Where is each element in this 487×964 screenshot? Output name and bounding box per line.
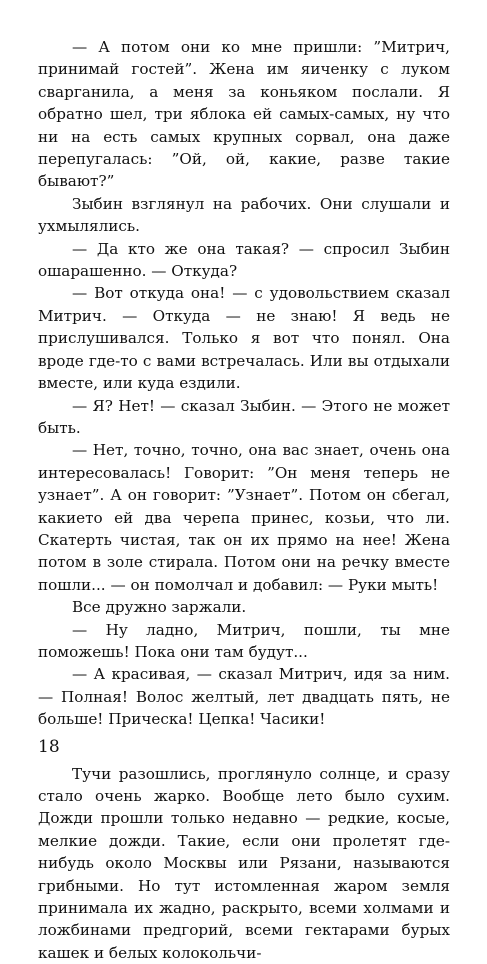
page-number: 18 [38,737,60,757]
paragraph: Все дружно заржали. [72,598,247,617]
paragraph: — Нет, точно, точно, она вас знает, очень она интересовалась! Говорит: ”Он меня теперь не узнает”. А он говорит: ”Узнает”. Потом он сбегал, какието ей два черепа принес, козьи, что ли. Скатерть чистая, так он их прямо на нее! Жена потом в золе стирала. Потом они на речку вместе пошли... — он помолчал и добавил: — Руки мыть! [38,441,450,594]
paragraph: — А красивая, — сказал Митрич, идя за ним. — Полная! Волос желтый, лет двадцать пять, не больше! Прическа! Цепка! Часики! [38,665,450,729]
paragraph: Зыбин взглянул на рабочих. Они слушали и ухмылялись. [38,194,450,236]
paragraph: Тучи разошлись, проглянуло солнце, и сразу стало очень жарко. Вообще лето было сухим. Дожди прошли только недавно — редкие, косые, мелкие дожди. Такие, если они пролетят где-нибудь около Москвы или Рязани, называются грибными. Но тут истомленная жаром земля принимала их жадно, раскрыто, всеми холмами и ложбинами предгорий, всеми гектарами бурых кашек и белых колокольчи- [38,764,450,962]
paragraph: — Вот откуда она! — с удовольствием сказал Митрич. — Откуда — не знаю! Я ведь не прислушивался. Только я вот что понял. Она вроде где-то с вами встречалась. Или вы отдыхали вместе, или куда ездили. [38,284,450,393]
page-text [38,36,450,964]
paragraph: — Ну ладно, Митрич, пошли, ты мне поможешь! Пока они там будут... [38,620,450,661]
paragraph: — Я? Нет! — сказал Зыбин. — Этого не может быть. [38,396,450,437]
section-break [38,731,450,763]
paragraph: — А потом они ко мне пришли: ”Митрич, принимай гостей”. Жена им яиченку с луком сварганила, а меня за коньяком послали. Я обратно шел, три яблока ей самых-самых, ну что ни на есть самых крупных сорвал, она даже перепугалась: ”Ой, ой, какие, разве такие бывают?” [38,38,450,191]
paragraph: — Да кто же она такая? — спросил Зыбин ошарашенно. — Откуда? [38,239,450,281]
